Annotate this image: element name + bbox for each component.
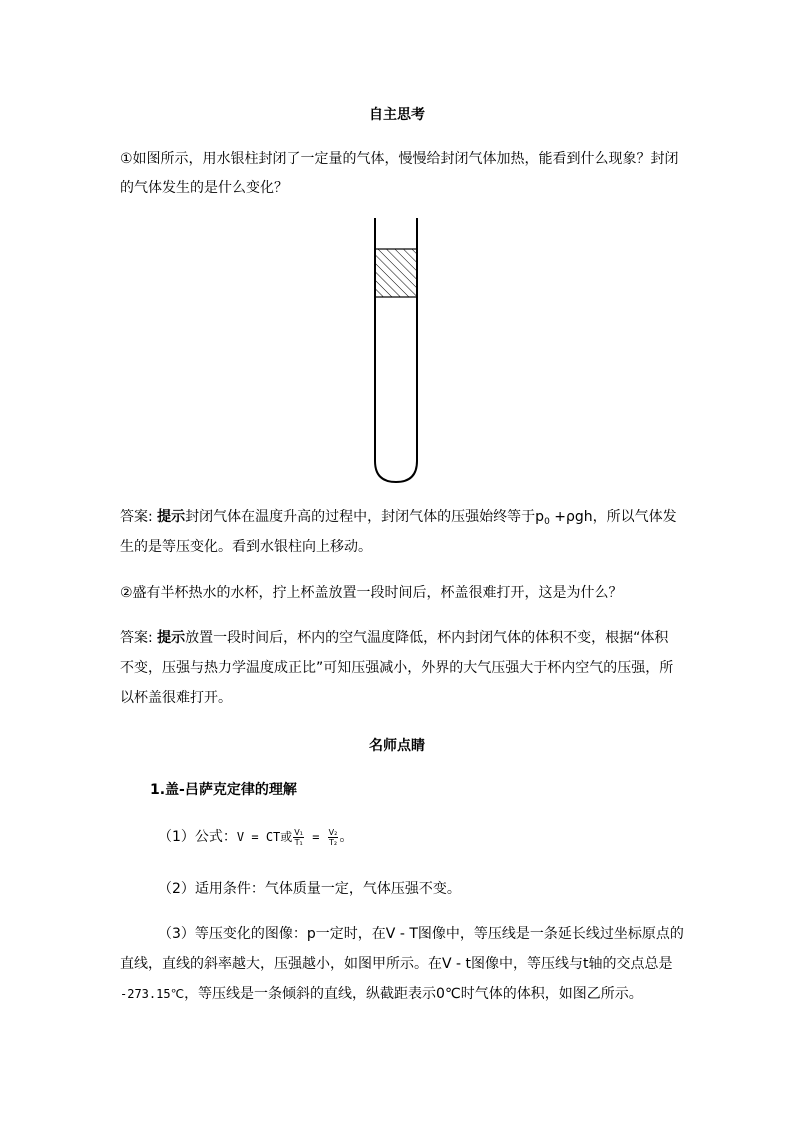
answer-label: 答案: — [120, 509, 158, 525]
absolute-zero-value: -273.15℃ — [120, 987, 185, 1001]
answer-2-text: 放置一段时间后，杯内的空气温度降低，杯内封闭气体的体积不变，根据“体积 — [185, 630, 669, 646]
formula-line — [158, 826, 353, 847]
formula-end: 。 — [339, 829, 354, 845]
answer-1-text: 封闭气体在温度升高的过程中，封闭气体的压强始终等于p — [185, 509, 545, 525]
answer-2-line-2: 不变，压强与热力学温度成正比”可知压强减小，外界的大气压强大于杯内空气的压强，所 — [120, 660, 674, 676]
graph-line-2: 直线，直线的斜率越大，压强越小，如图甲所示。在V - t图像中，等压线与t轴的交点总是 — [120, 956, 673, 972]
condition-line: （2）适用条件：气体质量一定，气体压强不变。 — [158, 881, 461, 897]
hint-label: 提示 — [157, 509, 186, 525]
answer-label: 答案: — [120, 630, 158, 646]
section-title-teacher-notes: 名师点睛 — [369, 738, 425, 754]
question-1-line-1: ①如图所示，用水银柱封闭了一定量的气体，慢慢给封闭气体加热，能看到什么现象？封闭 — [120, 151, 679, 167]
graph-line-1: （3）等压变化的图像：p一定时，在V - T图像中，等压线是一条延长线过坐标原点的 — [158, 926, 684, 942]
formula-prefix: （1）公式： — [158, 829, 237, 845]
formula-v-ct: V = CT或 — [236, 830, 293, 844]
question-2: ②盛有半杯热水的水杯，拧上杯盖放置一段时间后，杯盖很难打开，这是为什么？ — [120, 585, 623, 601]
law-subtitle: 1.盖-吕萨克定律的理解 — [150, 782, 297, 798]
formula-equals: = — [304, 830, 327, 844]
question-1-line-2: 的气体发生的是什么变化？ — [120, 180, 288, 196]
graph-line-3 — [120, 983, 643, 1003]
hint-label: 提示 — [157, 630, 186, 646]
graph-line-3-text: ，等压线是一条倾斜的直线，纵截距表示0℃时气体的体积，如图乙所示。 — [184, 986, 643, 1002]
answer-1-tail: +ρgh，所以气体发 — [549, 509, 677, 525]
answer-1-line-2: 生的是等压变化。看到水银柱向上移动。 — [120, 539, 372, 555]
mercury-column — [375, 249, 417, 297]
fraction-v1-t1: $\frac{\text{V₁}}{\text{T₁}}$ — [294, 827, 303, 847]
answer-2-line-3: 以杯盖很难打开。 — [120, 690, 232, 706]
answer-1-line-1 — [120, 506, 677, 527]
fraction-v2-t2: $\frac{\text{V₂}}{\text{T₂}}$ — [328, 827, 338, 847]
test-tube-figure — [370, 216, 426, 488]
section-title-self-thinking: 自主思考 — [369, 107, 425, 123]
answer-2-line-1 — [120, 627, 668, 647]
p-subscript: 0 — [544, 517, 550, 527]
